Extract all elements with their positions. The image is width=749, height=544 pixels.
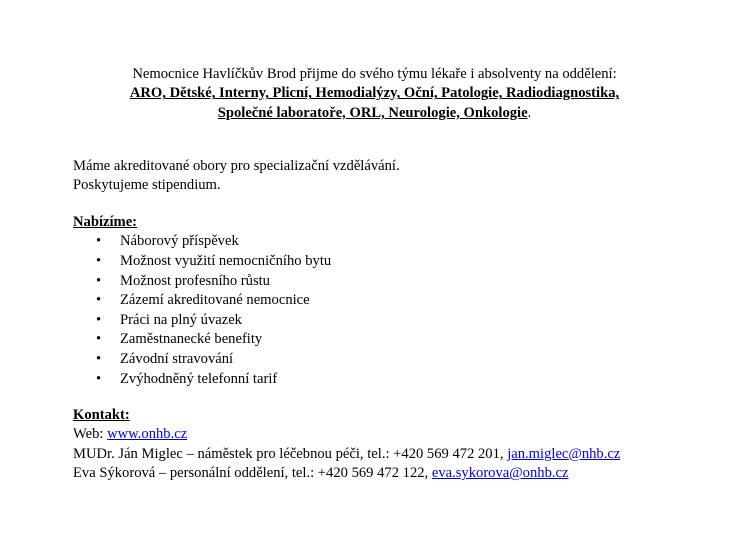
list-item bbox=[73, 311, 733, 331]
intro-block bbox=[0, 65, 749, 123]
web-line bbox=[73, 425, 733, 444]
benefit-text: Práci na plný úvazek bbox=[120, 311, 242, 328]
bullet-icon: • bbox=[96, 370, 102, 387]
list-item bbox=[73, 330, 733, 350]
intro-line: Nemocnice Havlíčkův Brod přijme do svého týmu lékaře i absolventy na oddělení: bbox=[132, 66, 617, 82]
email-link-eva-sykorova[interactable]: eva.sykorova@onhb.cz bbox=[431, 465, 569, 482]
contact-section bbox=[73, 406, 733, 484]
departments-line-1 bbox=[0, 84, 749, 103]
benefit-text: Zaměstnanecké benefity bbox=[120, 331, 263, 348]
benefit-text: Zvýhodněný telefonní tarif bbox=[120, 370, 278, 387]
bullet-icon: • bbox=[96, 331, 102, 348]
benefit-text: Zázemí akreditované nemocnice bbox=[120, 292, 310, 309]
benefit-text: Možnost využití nemocničního bytu bbox=[120, 253, 332, 269]
departments-list-part-1: ARO, Dětské, Interny, Plicní, Hemodialýzy, Oční, Patologie, Radiodiagnostika, bbox=[129, 85, 620, 102]
bullet-icon: • bbox=[96, 350, 102, 367]
accreditation-block bbox=[73, 157, 733, 196]
contact-person-1-text: MUDr. Ján Miglec – náměstek pro léčebnou péči, tel.: +420 569 472 201, bbox=[73, 445, 508, 462]
contact-person-2-text: Eva Sýkorová – personální oddělení, tel.: +420 569 472 122, bbox=[73, 465, 432, 482]
list-item bbox=[73, 232, 733, 252]
benefit-text: Náborový příspěvek bbox=[120, 233, 239, 250]
list-item bbox=[73, 350, 733, 370]
departments-line-2 bbox=[0, 104, 749, 123]
email-link-jan-miglec[interactable]: jan.miglec@nhb.cz bbox=[507, 445, 621, 462]
departments-list-part-2: Společné laboratoře, ORL, Neurologie, Onkologie bbox=[217, 104, 528, 121]
bullet-icon: • bbox=[96, 272, 102, 289]
contact-heading: Kontakt: bbox=[73, 407, 130, 423]
offer-heading: Nabízíme: bbox=[73, 214, 138, 230]
scholarship-text: Poskytujeme stipendium. bbox=[73, 177, 221, 194]
list-item bbox=[73, 370, 733, 390]
bullet-icon: • bbox=[96, 311, 102, 328]
contact-person-2 bbox=[73, 464, 733, 483]
web-label: Web: bbox=[73, 426, 108, 443]
accreditation-text: Máme akreditované obory pro specializační vzdělávání. bbox=[73, 158, 400, 174]
offer-section bbox=[73, 213, 733, 389]
bullet-icon: • bbox=[96, 253, 102, 269]
contact-person-1 bbox=[73, 445, 733, 464]
list-item bbox=[73, 291, 733, 311]
departments-period: . bbox=[527, 104, 532, 121]
benefit-text: Závodní stravování bbox=[120, 350, 234, 367]
benefit-text: Možnost profesního růstu bbox=[120, 272, 270, 289]
bullet-icon: • bbox=[96, 233, 102, 250]
web-link[interactable]: www.onhb.cz bbox=[107, 426, 188, 443]
benefits-list bbox=[73, 232, 733, 389]
bullet-icon: • bbox=[96, 292, 102, 309]
list-item bbox=[73, 252, 733, 272]
list-item bbox=[73, 272, 733, 292]
